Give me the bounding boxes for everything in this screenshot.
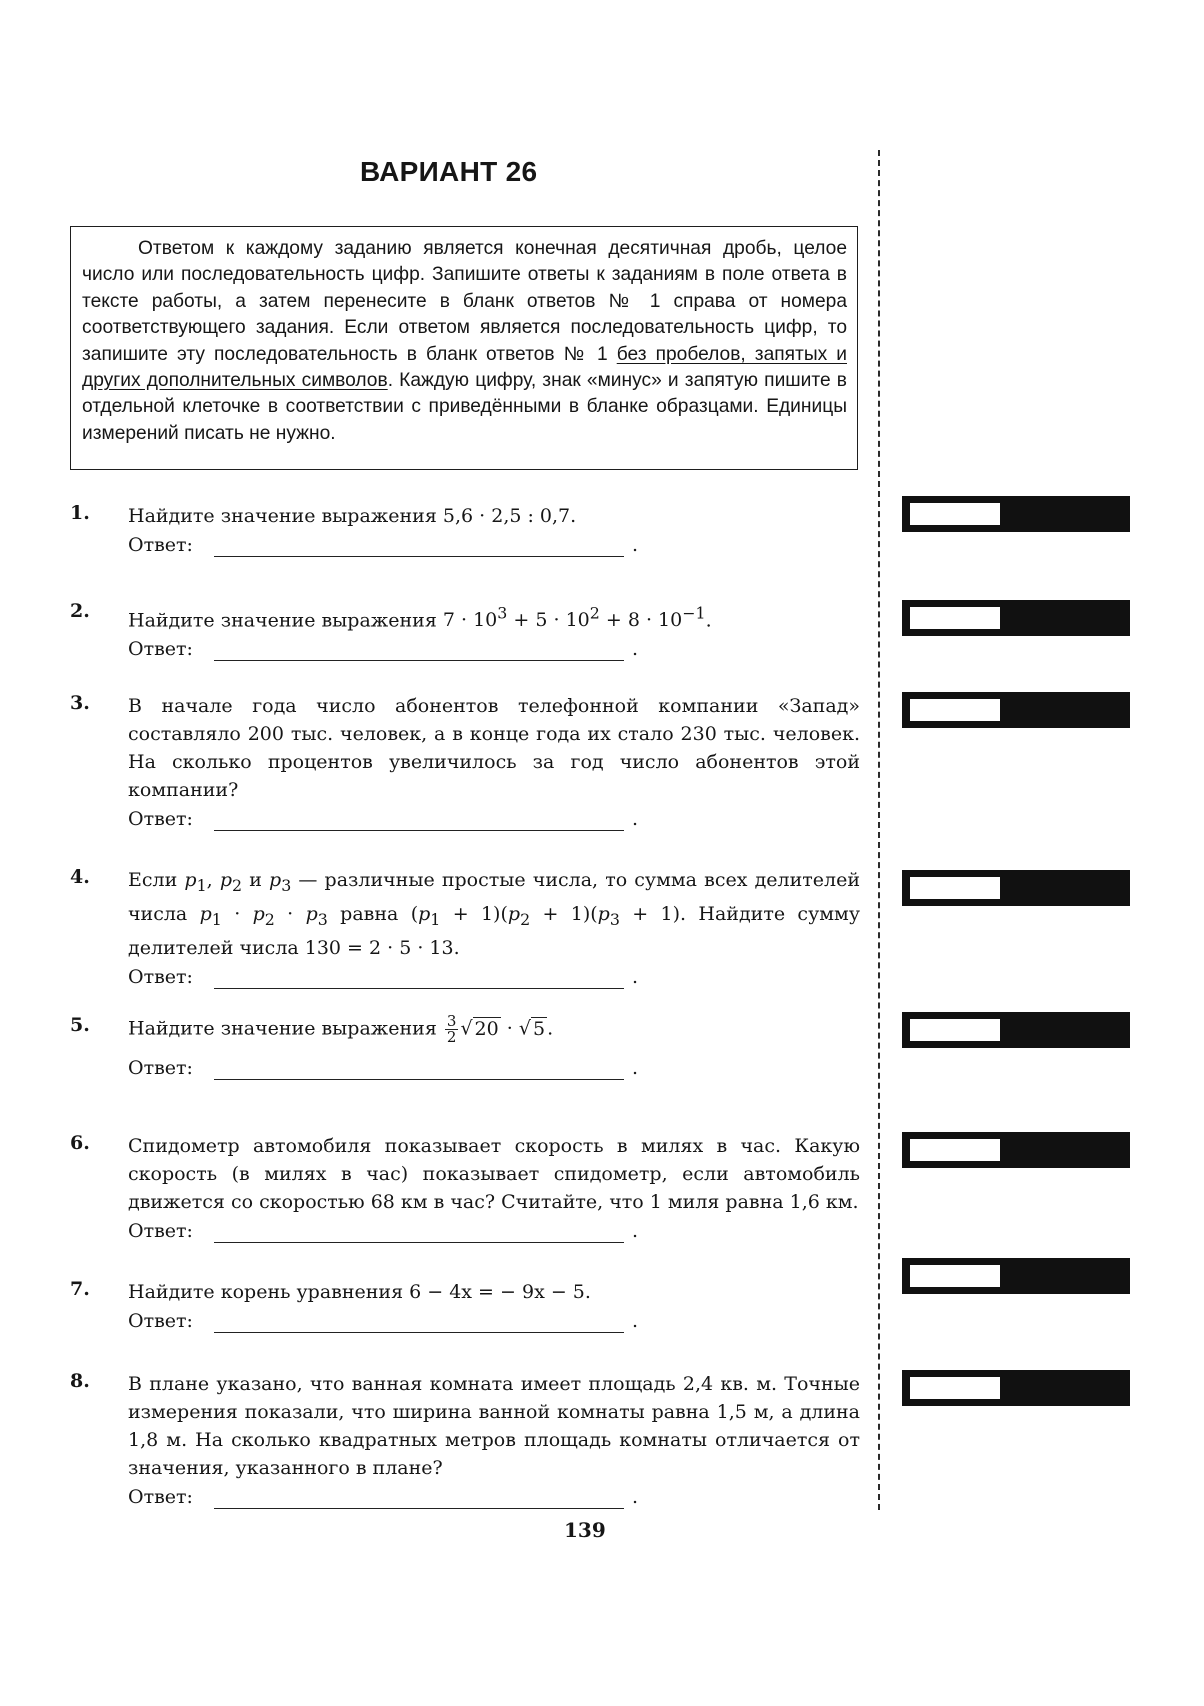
answer-field[interactable] [214,1332,624,1333]
answer-label: Ответ: [128,1310,193,1332]
task-number: 7. [70,1278,90,1300]
answer-field[interactable] [214,660,624,661]
task-number: 4. [70,866,90,888]
task-8 [70,1370,860,1514]
answer-row: Ответ: . [128,534,639,556]
task-text: В плане указано, что ванная комната имеет площадь 2,4 кв. м. Точные измерения показали, что ширина ванной комнаты равна 1,5 м, а длина 1,8 м. На сколько квадратных метров площадь комнаты отличается от значения, указанного в плане? [128,1373,860,1479]
task-number: 3. [70,692,90,714]
task-text: Найдите корень уравнения [128,1281,404,1303]
answer-cell-6 [902,1132,1130,1168]
instructions-box [70,226,858,470]
task-expression: 6 − 4x = − 9x − 5 [409,1281,585,1303]
answer-cell-1 [902,496,1130,532]
task-text: Найдите значение выражения [128,505,437,527]
task-text: Найдите значение выражения [128,1017,437,1040]
task-number: 2. [70,600,90,622]
answer-cell-7 [902,1258,1130,1294]
task-4 [70,866,860,994]
instructions-underlined: без пробелов, запятых и других дополнительных символов [82,343,847,392]
answer-row: Ответ: . [128,1486,639,1508]
task-1: 1. Найдите значение выражения 5,6 · 2,5 : 0,7. Ответ: . [70,502,860,562]
answer-label: Ответ: [128,534,193,556]
answer-field[interactable] [214,1508,624,1509]
page-title: ВАРИАНТ 26 [360,156,538,187]
task-number: 1. [70,502,90,524]
answer-cell-8 [902,1370,1130,1406]
fraction: $\frac{3}{2}$ [446,1012,457,1046]
answer-field[interactable] [214,1079,624,1080]
task-7: 7. Найдите корень уравнения 6 − 4x = − 9x − 5. Ответ: . [70,1278,860,1338]
answer-row: Ответ: . [128,1220,639,1242]
task-3 [70,692,860,836]
answer-label: Ответ: [128,1057,193,1079]
answer-cell-5 [902,1012,1130,1048]
task-number: 6. [70,1132,90,1154]
answer-label: Ответ: [128,1486,193,1508]
task-2: 2. Найдите значение выражения $7 \cdot 10^3 + 5 \cdot 10^2 + 8 \cdot 10^{-1}$. Ответ: . [70,600,860,666]
answer-field[interactable] [214,988,624,989]
answer-row: Ответ: . [128,1310,639,1332]
task-5: 5. Найдите значение выражения $\frac{3}{2}$ √ 20 · √ 5 . Ответ: . [70,1014,860,1085]
instructions-text-2: . Каждую цифру, знак «минус» и запятую пишите в отдельной клеточке в соответствии с приведёнными в бланке образцами. Единицы измерений писать не нужно. [82,370,847,444]
page-number: 139 [564,1518,606,1542]
answer-row: Ответ: . [128,808,639,830]
answer-field[interactable] [214,1242,624,1243]
answer-cell-2 [902,600,1130,636]
task-expression: $7 \cdot 10^3 + 5 \cdot 10^2 + 8 \cdot 10^{-1}$ [442,604,706,632]
answer-cell-3 [902,692,1130,728]
cut-line [878,150,880,1510]
task-6 [70,1132,860,1248]
task-number: 5. [70,1014,90,1036]
answer-row: Ответ: . [128,638,639,661]
task-text: В начале года число абонентов телефонной компании «Запад» составляло 200 тыс. человек, а в конце года их стало 230 тыс. человек. На сколько процентов увеличилось за год число абонентов этой компании? [128,695,860,801]
task-number: 8. [70,1370,90,1392]
answer-field[interactable] [214,556,624,557]
answer-row: Ответ: . [128,1057,639,1079]
answer-label: Ответ: [128,965,193,988]
answer-field[interactable] [214,830,624,831]
answer-label: Ответ: [128,638,193,661]
answer-cell-4 [902,870,1130,906]
task-expression: 5,6 · 2,5 : 0,7 [442,505,571,527]
task-text: Спидометр автомобиля показывает скорость в милях в час. Какую скорость (в милях в час) показывает спидометр, если автомобиль движется со скоростью 68 км в час? Считайте, что 1 миля равна 1,6 км. [128,1135,860,1213]
answer-row: Ответ: . [128,965,639,988]
answer-label: Ответ: [128,1220,193,1242]
instructions-text-1: Ответом к каждому заданию является конечная десятичная дробь, целое число или последовательность цифр. Запишите ответы к заданиям в поле ответа в тексте работы, а затем перенесите в бланк ответов № 1 справа от номера соответствующего задания. Если ответом является последовательность цифр, то запишите эту последовательность в бланк ответов № 1 [82,238,847,365]
task-text: Если $p_1$, $p_2$ и $p_3$ — различные простые числа, то сумма всех делителей числа $p_1 \cdot p_2 \cdot p_3$ равна $(p_1 + 1)(p_2 + 1)(p_3 + 1)$. Найдите сумму делителей числа 130 = 2 · 5 · 13. [128,869,860,959]
answer-label: Ответ: [128,808,193,830]
task-text: Найдите значение выражения [128,609,437,632]
